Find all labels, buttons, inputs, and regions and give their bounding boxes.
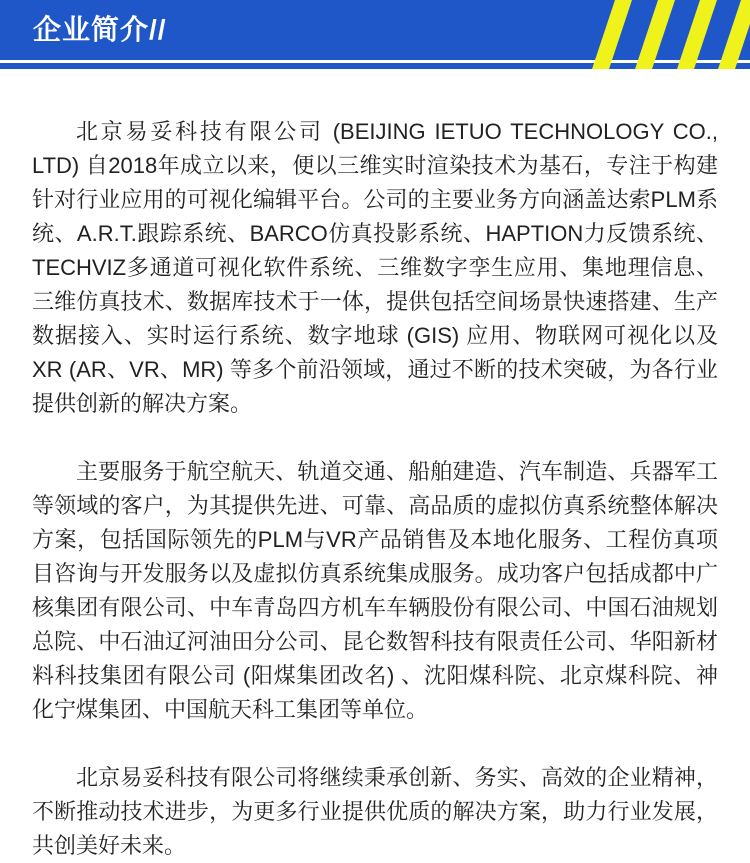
company-profile-body (0, 69, 750, 863)
diagonal-stripe (635, 0, 675, 69)
page-title: 企业简介// (33, 14, 167, 45)
diagonal-stripe (677, 0, 717, 69)
diagonal-stripe (592, 0, 632, 69)
services-clients-paragraph: 主要服务于航空航天、轨道交通、船舶建造、汽车制造、兵器军工等领域的客户，为其提供先进、可靠、高品质的虚拟仿真系统整体解决方案，包括国际领先的PLM与VR产品销售及本地化服务、工程仿真项目咨询与开发服务以及虚拟仿真系统集成服务。成功客户包括成都中广核集团有限公司、中车青岛四方机车车辆股份有限公司、中国石油规划总院、中石油辽河油田分公司、昆仑数智科技有限责任公司、华阳新材料科技集团有限公司 (阳煤集团改名) 、沈阳煤科院、北京煤科院、神化宁煤集团、中国航天科工集团等单位。 (32, 459, 718, 722)
diagonal-stripe (718, 0, 750, 69)
page-header-banner (0, 0, 750, 69)
intro-paragraph: 北京易妥科技有限公司 (BEIJING IETUO TECHNOLOGY CO., LTD) 自2018年成立以来，便以三维实时渲染技术为基石，专注于构建针对行业应用的可视化编辑平台。公司的主要业务方向涵盖达索PLM系统、A.R.T.跟踪系统、BARCO仿真投影系统、HAPTION力反馈系统、TECHVIZ多通道可视化软件系统、三维数字孪生应用、集地理信息、三维仿真技术、数据库技术于一体，提供包括空间场景快速搭建、生产数据接入、实时运行系统、数字地球 (GIS) 应用、物联网可视化以及XR (AR、VR、MR) 等多个前沿领域，通过不断的技术突破，为各行业提供创新的解决方案。 (32, 119, 718, 416)
closing-paragraph: 北京易妥科技有限公司将继续秉承创新、务实、高效的企业精神，不断推动技术进步，为更多行业提供优质的解决方案，助力行业发展，共创美好未来。 (32, 765, 718, 858)
